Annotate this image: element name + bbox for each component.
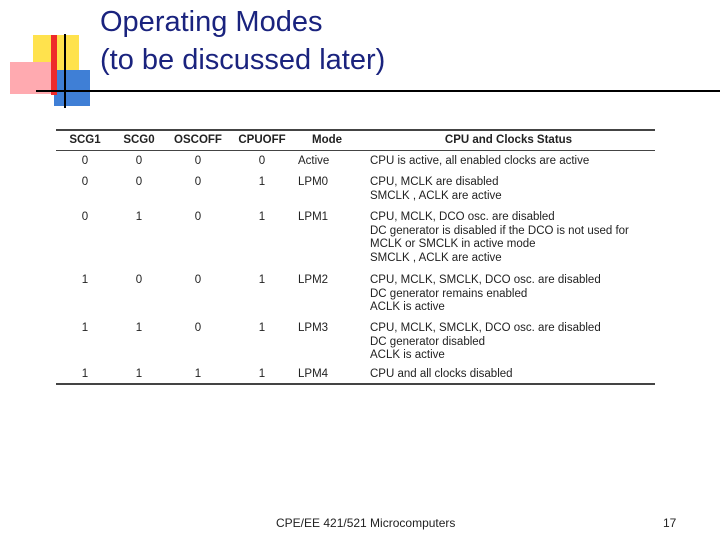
cell-mode: LPM2 (298, 274, 329, 286)
status-line: MCLK or SMCLK in active mode (370, 238, 536, 250)
table-row (56, 207, 655, 270)
cell-status (362, 151, 655, 172)
cell-oscoff: 0 (194, 155, 202, 167)
status-line: ACLK is active (370, 349, 445, 361)
table-row (56, 366, 655, 384)
cell-oscoff: 0 (194, 322, 202, 334)
cell-cpuoff: 1 (258, 274, 266, 286)
cell-mode: LPM3 (298, 322, 329, 334)
cell-status (362, 318, 655, 366)
cell-cpuoff: 1 (258, 368, 266, 380)
table-row (56, 172, 655, 207)
cell-scg0: 0 (135, 274, 143, 286)
status-line: CPU is active, all enabled clocks are active (370, 155, 590, 167)
slide-title (100, 3, 385, 79)
cell-mode: LPM0 (298, 176, 329, 188)
title-line-1: Operating Modes (100, 6, 323, 38)
header-status: CPU and Clocks Status (444, 134, 573, 146)
cell-mode: Active (298, 155, 330, 167)
table-row (56, 270, 655, 318)
cell-scg0: 1 (135, 211, 143, 223)
cell-scg1: 0 (81, 211, 89, 223)
cell-scg1: 0 (81, 155, 89, 167)
status-line: CPU, MCLK are disabled (370, 176, 499, 188)
header-oscoff: OSCOFF (174, 134, 222, 146)
cell-status (362, 172, 655, 207)
status-line: SMCLK , ACLK are active (370, 189, 502, 202)
table-row (56, 151, 655, 172)
cell-cpuoff: 0 (258, 155, 266, 167)
cell-status (362, 366, 655, 384)
cell-status (362, 270, 655, 318)
status-line: ACLK is active (370, 301, 445, 313)
cell-oscoff: 0 (194, 211, 202, 223)
cell-cpuoff: 1 (258, 176, 266, 188)
cell-oscoff: 0 (194, 176, 202, 188)
header-mode: Mode (311, 134, 343, 146)
status-line: DC generator remains enabled (370, 287, 528, 300)
header-cpuoff: CPUOFF (238, 134, 286, 146)
status-line: CPU, MCLK, SMCLK, DCO osc. are disabled (370, 322, 601, 334)
cell-status (362, 207, 655, 270)
decor-blue-square (54, 70, 90, 106)
cell-scg1: 1 (81, 368, 89, 380)
cell-cpuoff: 1 (258, 322, 266, 334)
status-line: CPU, MCLK, DCO osc. are disabled (370, 211, 555, 223)
cell-cpuoff: 1 (258, 211, 266, 223)
cell-scg0: 0 (135, 155, 143, 167)
footer-course: CPE/EE 421/521 Microcomputers (276, 516, 456, 530)
table-row (56, 318, 655, 366)
status-line: DC generator is disabled if the DCO is not used for (370, 224, 629, 237)
decor-red-bar (51, 35, 57, 95)
cell-oscoff: 1 (194, 368, 202, 380)
status-line: CPU, MCLK, SMCLK, DCO osc. are disabled (370, 274, 601, 286)
cell-oscoff: 0 (194, 274, 202, 286)
cell-scg1: 1 (81, 322, 89, 334)
header-scg0: SCG0 (123, 134, 155, 146)
status-line: DC generator disabled (370, 335, 486, 348)
cell-mode: LPM1 (298, 211, 329, 223)
operating-modes-table (56, 130, 655, 384)
title-line-2: (to be discussed later) (100, 44, 386, 76)
cell-scg1: 1 (81, 274, 89, 286)
title-underline (36, 90, 720, 92)
page-number: 17 (663, 516, 677, 530)
status-line: CPU and all clocks disabled (370, 368, 513, 380)
cell-mode: LPM4 (298, 368, 329, 380)
status-line: SMCLK , ACLK are active (370, 251, 502, 264)
cell-scg0: 0 (135, 176, 143, 188)
cell-scg0: 1 (135, 322, 143, 334)
decor-vertical-line (64, 34, 66, 108)
cell-scg1: 0 (81, 176, 89, 188)
cell-scg0: 1 (135, 368, 143, 380)
header-scg1: SCG1 (69, 134, 101, 146)
table-header-row (56, 130, 655, 151)
